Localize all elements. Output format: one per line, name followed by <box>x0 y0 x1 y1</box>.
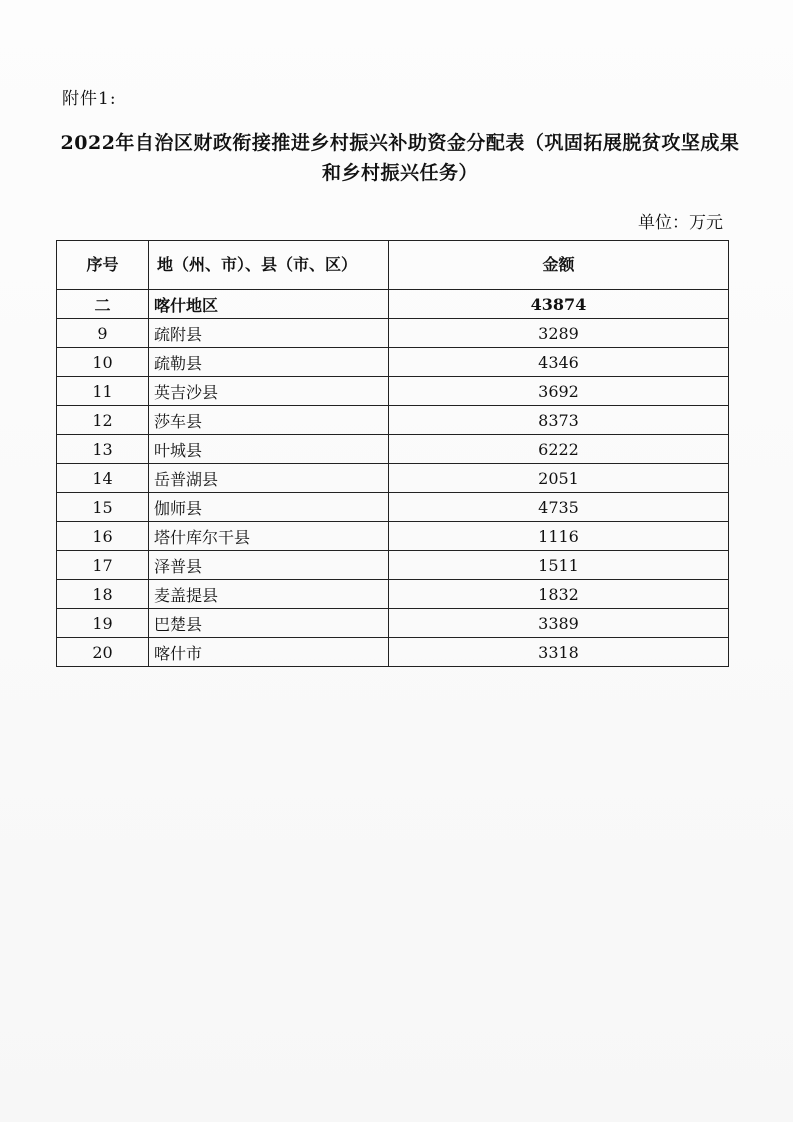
table-row <box>57 348 729 377</box>
cell-name: 莎车县 <box>149 406 389 435</box>
cell-seq: 13 <box>57 435 149 464</box>
cell-name: 疏勒县 <box>149 348 389 377</box>
table-row <box>57 638 729 667</box>
cell-amount: 1511 <box>389 551 729 580</box>
cell-amount: 3389 <box>389 609 729 638</box>
cell-seq: 10 <box>57 348 149 377</box>
cell-seq: 18 <box>57 580 149 609</box>
cell-name: 叶城县 <box>149 435 389 464</box>
cell-seq: 12 <box>57 406 149 435</box>
cell-seq: 17 <box>57 551 149 580</box>
cell-amount: 8373 <box>389 406 729 435</box>
document-title: 2022年自治区财政衔接推进乡村振兴补助资金分配表（巩固拓展脱贫攻坚成果和乡村振兴任务） <box>60 132 740 184</box>
cell-amount: 1832 <box>389 580 729 609</box>
cell-seq: 15 <box>57 493 149 522</box>
table-header-row <box>57 241 729 290</box>
cell-name: 喀什市 <box>149 638 389 667</box>
table-row <box>57 609 729 638</box>
cell-amount: 1116 <box>389 522 729 551</box>
cell-name: 喀什地区 <box>149 290 389 319</box>
cell-name: 塔什库尔干县 <box>149 522 389 551</box>
cell-name: 麦盖提县 <box>149 580 389 609</box>
table-row <box>57 319 729 348</box>
attachment-label: 附件1: <box>62 89 117 109</box>
cell-name: 伽师县 <box>149 493 389 522</box>
header-region: 地（州、市）、县（市、区） <box>149 241 389 290</box>
cell-amount: 3692 <box>389 377 729 406</box>
table-row <box>57 377 729 406</box>
table-row <box>57 580 729 609</box>
cell-amount: 6222 <box>389 435 729 464</box>
cell-seq: 11 <box>57 377 149 406</box>
cell-amount: 4346 <box>389 348 729 377</box>
table-row <box>57 522 729 551</box>
cell-seq: 19 <box>57 609 149 638</box>
table-row <box>57 464 729 493</box>
cell-name: 岳普湖县 <box>149 464 389 493</box>
table-row <box>57 493 729 522</box>
cell-name: 泽普县 <box>149 551 389 580</box>
cell-amount: 3318 <box>389 638 729 667</box>
table-row <box>57 406 729 435</box>
cell-amount: 3289 <box>389 319 729 348</box>
cell-seq: 9 <box>57 319 149 348</box>
cell-name: 巴楚县 <box>149 609 389 638</box>
cell-amount: 4735 <box>389 493 729 522</box>
unit-label: 单位：万元 <box>638 213 723 233</box>
cell-name: 英吉沙县 <box>149 377 389 406</box>
cell-seq: 14 <box>57 464 149 493</box>
allocation-table <box>56 240 729 667</box>
table-row <box>57 551 729 580</box>
cell-name: 疏附县 <box>149 319 389 348</box>
table-row <box>57 435 729 464</box>
cell-amount: 43874 <box>389 290 729 319</box>
cell-seq: 16 <box>57 522 149 551</box>
cell-seq: 20 <box>57 638 149 667</box>
table-row-subtotal <box>57 290 729 319</box>
cell-amount: 2051 <box>389 464 729 493</box>
header-seq: 序号 <box>57 241 149 290</box>
header-amount: 金额 <box>389 241 729 290</box>
cell-seq: 二 <box>57 290 149 319</box>
